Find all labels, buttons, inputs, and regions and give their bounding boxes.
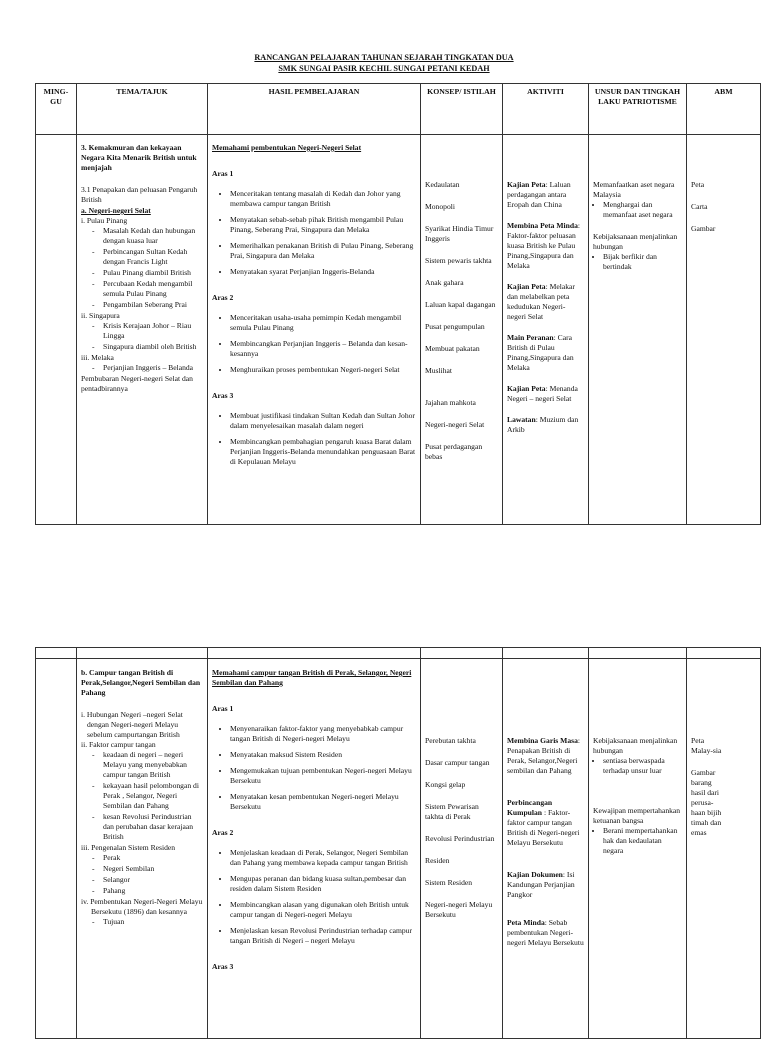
aktiviti-text: : Muzium dan Arkib <box>507 415 579 435</box>
abm-cell <box>687 135 761 525</box>
hasil-cell <box>208 659 421 1039</box>
abm-item: Carta <box>691 202 708 212</box>
unsur-list-2 <box>593 826 682 856</box>
list-item: • Menyatakan syarat Perjanjian Inggeris-Belanda <box>230 267 416 277</box>
aktiviti-text: : Faktor-faktor peluasan kuasa British ke Pulau Pinang,Singapura dan Melaka <box>507 221 580 271</box>
aktiviti-item <box>507 180 584 210</box>
list-item: - Selangor <box>103 875 203 885</box>
tema-i: i. Pulau Pinang <box>81 216 128 226</box>
list-item: • Menjelaskan keadaan di Perak, Selangor, Negeri Sembilan dan Pahang yang membawa kepada campur tangan British <box>230 848 416 868</box>
konsep-item: Syarikat Hindia Timur Inggeris <box>425 224 494 244</box>
abm-item: Peta Malay-sia <box>691 736 722 756</box>
list-item: • sentiasa berwaspada terhadap unsur luar <box>603 756 682 776</box>
abm-item: Gambar barang hasil dari perusa-haan bijih timah dan emas <box>691 768 722 838</box>
aras-3-label: Aras 3 <box>212 391 234 401</box>
list-item: - Negeri Sembilan <box>103 864 203 874</box>
list-item: - Perak <box>103 853 203 863</box>
list-item: - Krisis Kerajaan Johor – Riau Lingga <box>103 321 203 341</box>
aktiviti-item <box>507 333 584 373</box>
tema-iii-list <box>81 363 203 373</box>
list-item: • Bijak berfikir dan bertindak <box>603 252 682 272</box>
header-unsur: UNSUR DAN TINGKAH LAKU PATRIOTISME <box>589 84 687 135</box>
list-item: • Membincangkan pembahagian pengaruh kuasa Barat dalam Perjanjian Inggeris-Belanda menundahkan penguasaan Barat di Kepulauan Melayu <box>230 437 416 467</box>
list-item: • Menyenaraikan faktor-faktor yang menyebabkab campur tangan British di Negeri-negeri Melayu <box>230 724 416 744</box>
aktiviti-label: Main Peranan <box>507 333 554 343</box>
list-item: • Membincangkan alasan yang digunakan oleh British untuk campur tangan di Negeri-negeri Melayu <box>230 900 416 920</box>
aktiviti-label: Kajian Peta <box>507 180 546 189</box>
list-item: - Perjanjian Inggeris – Belanda <box>103 363 203 373</box>
aktiviti-label: Membina Peta Minda <box>507 221 578 231</box>
konsep-item: Kedaulatan <box>425 180 460 189</box>
tema-section-a: a. Negeri-negeri Selat <box>81 206 151 216</box>
abm-item: Gambar <box>691 224 716 234</box>
tema-footer: Pembubaran Negeri-negeri Selat dan pentadbirannya <box>81 374 193 394</box>
tema-cell <box>77 659 208 1039</box>
aras-2-label: Aras 2 <box>212 293 234 303</box>
aktiviti-text: : Sebab pembentukan Negeri-negeri Melayu Bersekutu <box>507 918 584 948</box>
blank-cell <box>421 648 503 659</box>
minggu-cell <box>36 135 77 525</box>
list-item: • Menghargai dan memanfaat aset negara <box>603 200 682 220</box>
tema-iii: iii. Melaka <box>81 353 114 363</box>
aktiviti-text: : Penapakan British di Perak, Selangor,Negeri sembilan dan Pahang <box>507 736 580 776</box>
tema-i-list <box>81 226 203 310</box>
header-tema: TEMA/TAJUK <box>77 84 208 135</box>
tema-iv: iv. Pembentukan Negeri-Negeri Melayu Bersekutu (1896) dan kesannya <box>81 897 203 917</box>
aktiviti-label: Peta Minda <box>507 918 545 928</box>
aras-1-list <box>212 724 416 812</box>
konsep-item: Monopoli <box>425 202 455 212</box>
konsep-item: Revolusi Perindustrian <box>425 834 495 844</box>
aras-1-label: Aras 1 <box>212 169 234 179</box>
list-item: - Masalah Kedah dan hubungan dengan kuasa luar <box>103 226 203 246</box>
aktiviti-label: Kajian Peta <box>507 384 546 394</box>
blank-cell <box>77 648 208 659</box>
header-aktiviti: AKTIVITI <box>503 84 589 135</box>
unsur-intro-2: Kewajipan mempertahankan ketuanan bangsa <box>593 806 681 826</box>
lesson-plan-table-1 <box>35 83 761 525</box>
abm-cell <box>687 659 761 1039</box>
tema-ii: ii. Faktor campur tangan <box>81 740 156 750</box>
unsur-list-2 <box>593 252 682 272</box>
list-item: • Berani mempertahankan hak dan kedaulatan negara <box>603 826 682 856</box>
konsep-cell <box>421 135 503 525</box>
konsep-item: Muslihat <box>425 366 453 376</box>
konsep-item: Residen <box>425 856 450 866</box>
konsep-item: Membuat pakatan <box>425 344 480 354</box>
konsep-item: Dasar campur tangan <box>425 758 490 768</box>
list-item: • Menjelaskan kesan Revolusi Perindustrian terhadap campur tangan British di Negeri – negeri Melayu <box>230 926 416 946</box>
tema-ii-list <box>81 321 203 352</box>
list-item: - Pahang <box>103 886 203 896</box>
list-item: - Tujuan <box>103 917 203 927</box>
konsep-item: Pusat pengumpulan <box>425 322 485 332</box>
tema-cell <box>77 135 208 525</box>
unsur-intro: Kebijaksanaan menjalinkan hubungan <box>593 736 678 756</box>
konsep-item: Sistem Residen <box>425 878 473 888</box>
list-item: • Menyatakan kesan pembentukan Negeri-negeri Melayu Bersekutu <box>230 792 416 812</box>
aktiviti-text: : Faktor-faktor campur tangan British di Negeri-negeri Melayu Bersekutu <box>507 808 580 848</box>
list-item: • Menceritakan usaha-usaha pemimpin Kedah mengambil semula Pulau Pinang <box>230 313 416 333</box>
list-item: - kekayaan hasil pelombongan di Perak , Selangor, Negeri Sembilan dan Pahang <box>103 781 203 811</box>
tema-i: i. Hubungan Negeri –negeri Selat dengan Negeri-negeri Melayu sebelum campurtangan British <box>81 710 183 740</box>
list-item: - Pengambilan Seberang Prai <box>103 300 203 310</box>
tema-heading: b. Campur tangan British di Perak,Selangor,Negeri Sembilan dan Pahang <box>81 668 201 698</box>
aras-2-list <box>212 848 416 946</box>
hasil-heading: Memahami pembentukan Negeri-Negeri Selat <box>212 143 362 152</box>
konsep-item: Sistem Pewarisan takhta di Perak <box>425 802 479 822</box>
blank-cell <box>589 648 687 659</box>
tema-sub: 3.1 Penapakan dan peluasan Pengaruh British <box>81 185 198 205</box>
list-item: • Menyatakan sebab-sebab pihak British mengambil Pulau Pinang, Seberang Prai, Singapura dan Melaka <box>230 215 416 235</box>
aktiviti-label: Kajian Peta <box>507 282 546 292</box>
blank-cell <box>687 648 761 659</box>
aktiviti-label: Membina Garis Masa <box>507 736 578 745</box>
aktiviti-text: : Isi Kandungan Perjanjian Pangkor <box>507 870 575 900</box>
konsep-item: Jajahan mahkota <box>425 398 476 408</box>
list-item: - Singapura diambil oleh British <box>103 342 203 352</box>
list-item: • Mengupas peranan dan bidang kuasa sultan,pembesar dan residen dalam Sistem Residen <box>230 874 416 894</box>
aktiviti-item <box>507 221 584 271</box>
tema-ii: ii. Singapura <box>81 311 120 321</box>
list-item: • Membincangkan Perjanjian Inggeris – Belanda dan kesan-kesannya <box>230 339 416 359</box>
header-hasil: HASIL PEMBELAJARAN <box>208 84 421 135</box>
aktiviti-item <box>507 384 584 404</box>
document-title: RANCANGAN PELAJARAN TAHUNAN SEJARAH TINGKATAN DUA <box>254 53 514 62</box>
unsur-intro: Memanfaatkan aset negara Malaysia <box>593 180 675 200</box>
tema-iii-list <box>81 853 203 896</box>
konsep-item: Negeri-negeri Melayu Bersekutu <box>425 900 493 920</box>
unsur-list <box>593 756 682 776</box>
aktiviti-text: : Melakar dan melabelkan peta kedudukan Negeri-negeri Selat <box>507 282 575 322</box>
aras-3-label: Aras 3 <box>212 962 234 972</box>
list-item: • Membuat justifikasi tindakan Sultan Kedah dan Sultan Johor dalam menyelesaikan masalah dalam negeri <box>230 411 416 431</box>
aktiviti-label: Kajian Dokumen <box>507 870 563 880</box>
aktiviti-text: : Menanda Negeri – negeri Selat <box>507 384 578 404</box>
aras-1-list <box>212 189 416 277</box>
list-item: - Perbincangan Sultan Kedah dengan Francis Light <box>103 247 203 267</box>
aras-2-list <box>212 313 416 375</box>
aktiviti-item <box>507 918 584 948</box>
konsep-item: Negeri-negeri Selat <box>425 420 485 430</box>
tema-iv-list <box>81 917 203 927</box>
list-item: - Percubaan Kedah mengambil semula Pulau Pinang <box>103 279 203 299</box>
hasil-heading: Memahami campur tangan British di Perak, Selangor, Negeri Sembilan dan Pahang <box>212 668 412 688</box>
hasil-cell <box>208 135 421 525</box>
minggu-cell <box>36 659 77 1039</box>
konsep-item: Perebutan takhta <box>425 736 476 745</box>
school-name: SMK SUNGAI PASIR KECHIL SUNGAI PETANI KEDAH <box>278 64 490 73</box>
aktiviti-item <box>507 415 584 435</box>
konsep-item: Pusat perdagangan bebas <box>425 442 483 462</box>
list-item: - kesan Revolusi Perindustrian dan perubahan dasar kerajaan British <box>103 812 203 842</box>
header-abm: ABM <box>687 84 761 135</box>
konsep-item: Kongsi gelap <box>425 780 466 790</box>
aras-3-list <box>212 411 416 467</box>
header-konsep: KONSEP/ ISTILAH <box>421 84 503 135</box>
tema-heading: 3. Kemakmuran dan kekayaan Negara Kita Menarik British untuk menjajah <box>81 143 197 173</box>
konsep-item: Sistem pewaris takhta <box>425 256 492 266</box>
unsur-intro-2: Kebijaksanaan menjalinkan hubungan <box>593 232 678 252</box>
list-item: • Menyatakan maksud Sistem Residen <box>230 750 416 760</box>
unsur-list <box>593 200 682 220</box>
list-item: • Menceritakan tentang masalah di Kedah dan Johor yang membawa campur tangan British <box>230 189 416 209</box>
header-minggu: MING-GU <box>36 84 77 135</box>
aktiviti-label: Lawatan <box>507 415 536 425</box>
tema-iii: iii. Pengenalan Sistem Residen <box>81 843 176 853</box>
aras-2-label: Aras 2 <box>212 828 234 838</box>
blank-cell <box>503 648 589 659</box>
konsep-cell <box>421 659 503 1039</box>
aktiviti-text: : Cara British di Pulau Pinang,Singapura dan Melaka <box>507 333 574 373</box>
aktiviti-item <box>507 870 584 900</box>
aktiviti-item <box>507 282 584 322</box>
konsep-item: Anak gahara <box>425 278 464 288</box>
aktiviti-label: Perbincangan Kumpulan <box>507 798 553 818</box>
aktiviti-item <box>507 798 584 848</box>
aktiviti-cell <box>503 135 589 525</box>
blank-cell <box>208 648 421 659</box>
konsep-item: Laluan kapal dagangan <box>425 300 496 310</box>
list-item: - Pulau Pinang diambil British <box>103 268 203 278</box>
unsur-cell <box>589 659 687 1039</box>
list-item: • Mengemukakan tujuan pembentukan Negeri-negeri Melayu Bersekutu <box>230 766 416 786</box>
tema-ii-list <box>81 750 203 842</box>
list-item: - keadaan di negeri – negeri Melayu yang menyebabkan campur tangan British <box>103 750 203 780</box>
lesson-plan-table-2 <box>35 647 761 1039</box>
list-item: • Memerihalkan penakanan British di Pulau Pinang, Seberang Prai, Singapura dan Melaka <box>230 241 416 261</box>
unsur-cell <box>589 135 687 525</box>
abm-item: Peta <box>691 180 705 189</box>
aktiviti-text: : Laluan perdagangan antara Eropah dan China <box>507 180 571 210</box>
list-item: • Menghuraikan proses pembentukan Negeri-negeri Selat <box>230 365 416 375</box>
aktiviti-cell <box>503 659 589 1039</box>
blank-cell <box>36 648 77 659</box>
aktiviti-item <box>507 736 584 776</box>
aras-1-label: Aras 1 <box>212 704 234 714</box>
